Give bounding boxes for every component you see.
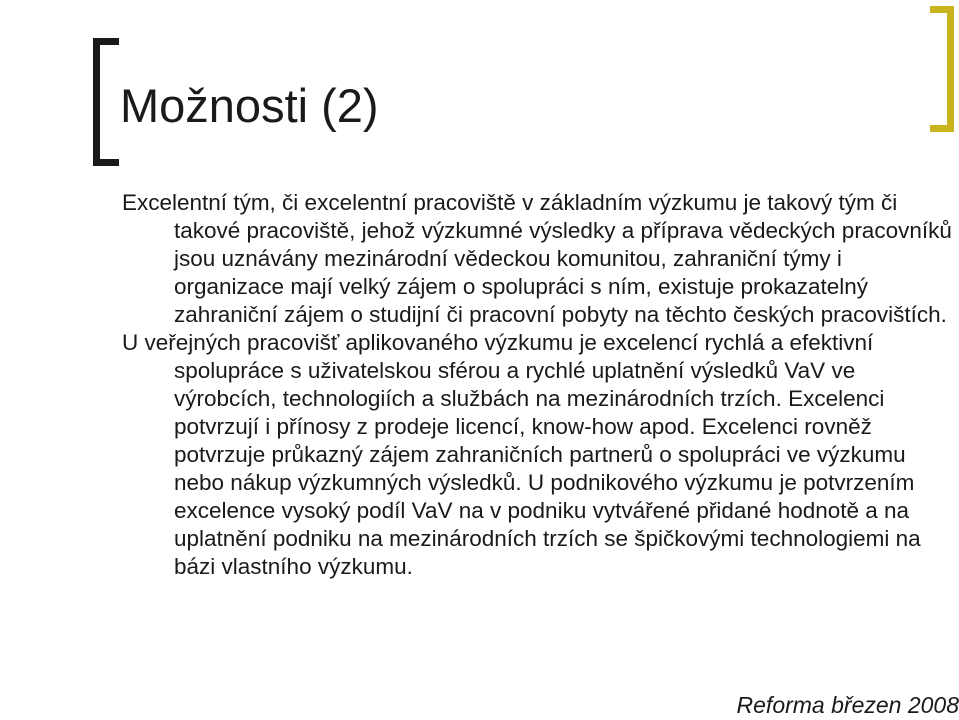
left-bracket-decoration [93,38,119,166]
slide-title: Možnosti (2) [120,79,379,132]
slide-body [122,189,954,581]
slide-footer: Reforma březen 2008 [736,692,959,718]
paragraph-basic-research: Excelentní tým, či excelentní pracoviště v základním výzkumu je takový tým či takové pracoviště, jehož výzkumné výsledky a příprava vědeckých pracovníků jsou uznávány mezinárodní vědeckou komunitou, zahraniční týmy i organizace mají velký zájem o spolupráci s ním, existuje prokazatelný zahraniční zájem o studijní či pracovní pobyty na těchto českých pracovištích. [122,190,952,327]
paragraph-applied-research: U veřejných pracovišť aplikovaného výzkumu je excelencí rychlá a efektivní spolupráce s uživatelskou sférou a rychlé uplatnění výsledků VaV ve výrobcích, technologiích a službách na mezinárodních trzích. Excelenci potvrzují i přínosy z prodeje licencí, know-how apod. Excelenci rovněž potvrzuje průkazný zájem zahraničních partnerů o spolupráci ve výzkumu nebo nákup výzkumných výsledků. U podnikového výzkumu je potvrzením excelence vysoký podíl VaV na v podniku vytvářené přidané hodnotě a na uplatnění podniku na mezinárodních trzích se špičkovými technologiemi na bázi vlastního výzkumu. [122,330,921,579]
right-bracket-decoration [930,6,954,132]
